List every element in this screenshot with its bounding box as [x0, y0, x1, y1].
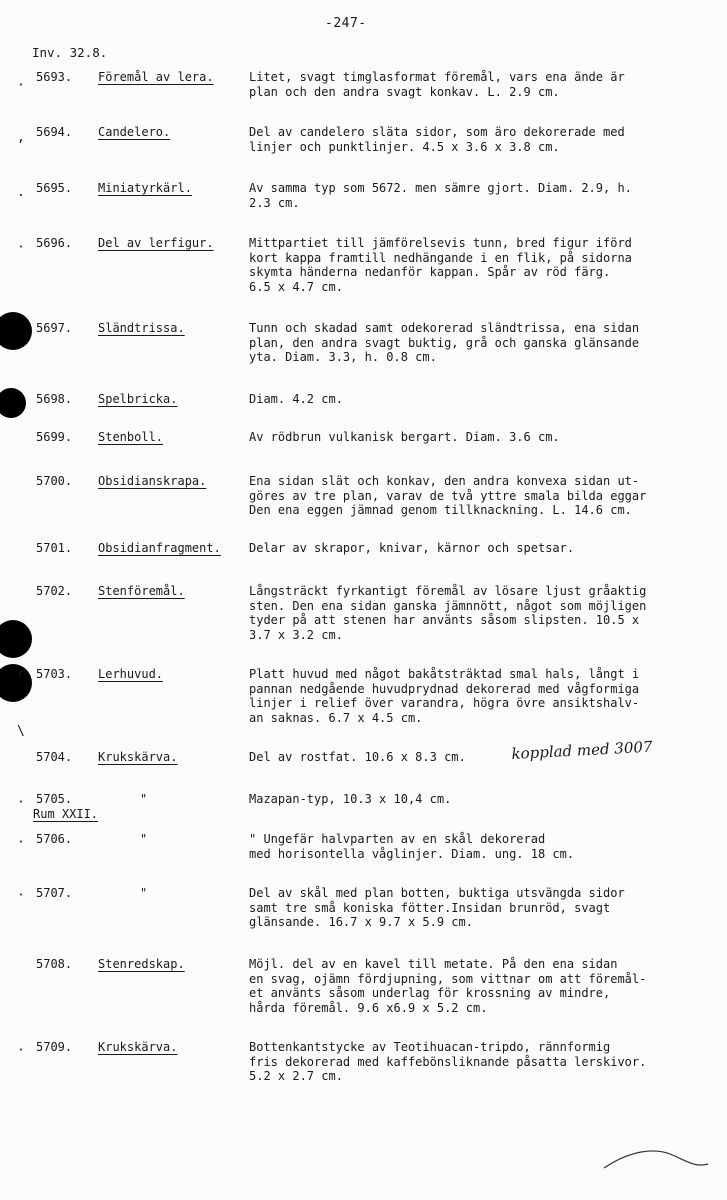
entry-number: 5703. — [36, 667, 73, 681]
entry-number: 5694. — [36, 125, 73, 139]
margin-tick: · — [17, 888, 25, 903]
entry-description: " Ungefär halvparten av en skål dekorerad med horisontella våglinjer. Diam. ung. 18 cm. — [249, 832, 575, 861]
entry-number: 5693. — [36, 70, 73, 84]
entry-description: Delar av skrapor, knivar, kärnor och spetsar. — [249, 541, 575, 555]
entry-title: " — [140, 792, 148, 806]
entry-title: Stenboll. — [98, 430, 164, 444]
punch-hole — [0, 388, 26, 418]
entry-number: 5709. — [36, 1040, 73, 1054]
entry-title: Lerhuvud. — [98, 667, 164, 681]
signature-scribble — [600, 1140, 710, 1180]
entry-description: Tunn och skadad samt odekorerad sländtrissa, ena sidan plan, den andra svagt buktig, grå och ganska glänsande yta. Diam. 3.3, h. 0.8 cm. — [249, 321, 640, 364]
margin-tick: · — [17, 1043, 25, 1058]
entry-number: 5702. — [36, 584, 73, 598]
entry-number: 5707. — [36, 886, 73, 900]
entry-description: Möjl. del av en kavel till metate. På den ena sidan en svag, ojämn fördjupning, som vittnar om att föremål- et använts såsom underlag för krossning av mindre, hårda föremål. 9.6 x6.9 x 5.2 cm. — [249, 957, 647, 1015]
entry-title: " — [140, 886, 148, 900]
entry-title: Krukskärva. — [98, 750, 178, 764]
entry-description: Platt huvud med något bakåtsträktad smal hals, långt i pannan nedgående huvudprydnad dekorerad med vågformiga linjer i relief över varandra, högra övre ansiktshalv- an saknas. 6.7 x 4.5 cm. — [249, 667, 640, 725]
entry-description: Del av candelero släta sidor, som äro dekorerade med linjer och punktlinjer. 4.5 x 3.6 x 3.8 cm. — [249, 125, 625, 154]
entry-number: 5705. — [36, 792, 73, 806]
punch-hole — [0, 312, 32, 350]
punch-hole — [0, 664, 32, 702]
margin-tick: · — [17, 78, 25, 93]
entry-number: 5697. — [36, 321, 73, 335]
entry-number: 5698. — [36, 392, 73, 406]
margin-tick: · — [17, 835, 25, 850]
entry-title: Del av lerfigur. — [98, 236, 214, 250]
entry-number: 5704. — [36, 750, 73, 764]
entry-description: Litet, svagt timglasformat föremål, vars ena ände är plan och den andra svagt konkav. L. 2.9 cm. — [249, 70, 625, 99]
entry-number: 5708. — [36, 957, 73, 971]
entry-title: Sländtrissa. — [98, 321, 185, 335]
room-label: Rum XXII. — [33, 807, 99, 821]
entry-description: Mazapan-typ, 10.3 x 10,4 cm. — [249, 792, 452, 806]
entry-title: Miniatyrkärl. — [98, 181, 192, 195]
entry-description: Långsträckt fyrkantigt föremål av lösare ljust gråaktig sten. Den ena sidan ganska jämnnött, något som möjligen tyder på att stenen har använts såsom slipsten. 10.5 x 3.7 x 3.2 cm. — [249, 584, 647, 642]
entry-description: Mittpartiet till jämförelsevis tunn, bred figur iförd kort kappa framtill nedhängande i en flik, på sidorna skymta händerna nedanför kappan. Spår av röd färg. 6.5 x 4.7 cm. — [249, 236, 632, 294]
entry-title: Krukskärva. — [98, 1040, 178, 1054]
entry-title: Stenföremål. — [98, 584, 185, 598]
entry-description: Av rödbrun vulkanisk bergart. Diam. 3.6 cm. — [249, 430, 560, 444]
entry-description: Bottenkantstycke av Teotihuacan-tripdo, rännformig fris dekorerad med kaffebönsliknande påsatta lerskivor. 5.2 x 2.7 cm. — [249, 1040, 647, 1083]
entry-description: Del av rostfat. 10.6 x 8.3 cm. — [249, 750, 466, 764]
margin-tick: . — [17, 185, 25, 200]
inventory-header: Inv. 32.8. — [32, 45, 108, 60]
entry-description: Ena sidan slät och konkav, den andra konvexa sidan ut- göres av tre plan, varav de två yttre smala bilda eggar Den ena eggen jämnad genom tillknackning. L. 14.6 cm. — [249, 474, 647, 517]
entry-description: Av samma typ som 5672. men sämre gjort. Diam. 2.9, h. 2.3 cm. — [249, 181, 632, 210]
entry-title: Obsidianskrapa. — [98, 474, 207, 488]
entry-title: Föremål av lera. — [98, 70, 214, 84]
entry-number: 5706. — [36, 832, 73, 846]
entry-title: Candelero. — [98, 125, 171, 139]
page-number: -247- — [325, 16, 367, 31]
entry-title: Obsidianfragment. — [98, 541, 221, 555]
margin-tick: · — [17, 795, 25, 810]
entry-title: Stenredskap. — [98, 957, 185, 971]
margin-tick: r — [17, 667, 25, 682]
entry-title: Spelbricka. — [98, 392, 178, 406]
entry-description: Del av skål med plan botten, buktiga utsvängda sidor samt tre små koniska fötter.Insidan brunröd, svagt glänsande. 16.7 x 9.7 x 5.9 cm. — [249, 886, 625, 929]
entry-number: 5700. — [36, 474, 73, 488]
margin-tick: , — [17, 130, 25, 145]
entry-number: 5696. — [36, 236, 73, 250]
entry-number: 5699. — [36, 430, 73, 444]
entry-number: 5695. — [36, 181, 73, 195]
entry-number: 5701. — [36, 541, 73, 555]
punch-hole — [0, 620, 32, 658]
handwritten-note: kopplad med 3007 — [511, 737, 653, 763]
margin-tick: · — [17, 240, 25, 255]
entry-description: Diam. 4.2 cm. — [249, 392, 343, 406]
margin-tick: \ — [17, 724, 25, 739]
entry-title: " — [140, 832, 148, 846]
